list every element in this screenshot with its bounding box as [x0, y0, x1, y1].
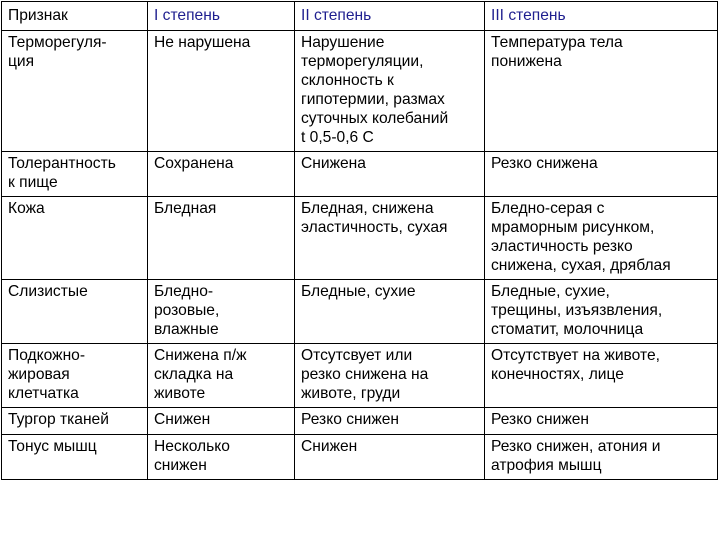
cell-degree-2: Отсутсвует или резко снижена на животе, груди	[295, 344, 485, 408]
table-row	[2, 435, 718, 480]
cell-feature: Толерантность к пище	[2, 152, 148, 197]
header-degree-2: II степень	[295, 2, 485, 31]
cell-degree-1: Бледно- розовые, влажные	[148, 280, 295, 344]
cell-degree-3: Бледно-серая с мраморным рисунком, эластичность резко снижена, сухая, дряблая	[485, 197, 718, 280]
table-row	[2, 280, 718, 344]
table-row	[2, 408, 718, 435]
cell-degree-2: Резко снижен	[295, 408, 485, 435]
table-row	[2, 344, 718, 408]
header-degree-3: III степень	[485, 2, 718, 31]
cell-degree-3: Резко снижен	[485, 408, 718, 435]
cell-degree-1: Сохранена	[148, 152, 295, 197]
cell-degree-2: Нарушение терморегуляции, склонность к гипотермии, размах суточных колебаний t 0,5-0,6 С	[295, 31, 485, 152]
cell-feature: Слизистые	[2, 280, 148, 344]
cell-degree-2: Бледная, снижена эластичность, сухая	[295, 197, 485, 280]
cell-feature: Подкожно- жировая клетчатка	[2, 344, 148, 408]
cell-degree-2: Снижена	[295, 152, 485, 197]
table-row	[2, 31, 718, 152]
cell-degree-3: Резко снижена	[485, 152, 718, 197]
cell-degree-2: Бледные, сухие	[295, 280, 485, 344]
cell-degree-1: Не нарушена	[148, 31, 295, 152]
table-row	[2, 152, 718, 197]
header-row	[2, 2, 718, 31]
cell-degree-1: Снижен	[148, 408, 295, 435]
table-row	[2, 197, 718, 280]
cell-feature: Тонус мышц	[2, 435, 148, 480]
header-degree-1: I степень	[148, 2, 295, 31]
cell-degree-1: Снижена п/ж складка на животе	[148, 344, 295, 408]
malnutrition-degrees-table	[1, 1, 718, 480]
cell-degree-3: Бледные, сухие, трещины, изъязвления, стоматит, молочница	[485, 280, 718, 344]
cell-feature: Тургор тканей	[2, 408, 148, 435]
header-feature: Признак	[2, 2, 148, 31]
cell-degree-3: Температура тела понижена	[485, 31, 718, 152]
cell-feature: Терморегуля- ция	[2, 31, 148, 152]
cell-degree-1: Бледная	[148, 197, 295, 280]
cell-degree-3: Резко снижен, атония и атрофия мышц	[485, 435, 718, 480]
cell-degree-3: Отсутствует на животе, конечностях, лице	[485, 344, 718, 408]
cell-feature: Кожа	[2, 197, 148, 280]
cell-degree-1: Несколько снижен	[148, 435, 295, 480]
cell-degree-2: Снижен	[295, 435, 485, 480]
